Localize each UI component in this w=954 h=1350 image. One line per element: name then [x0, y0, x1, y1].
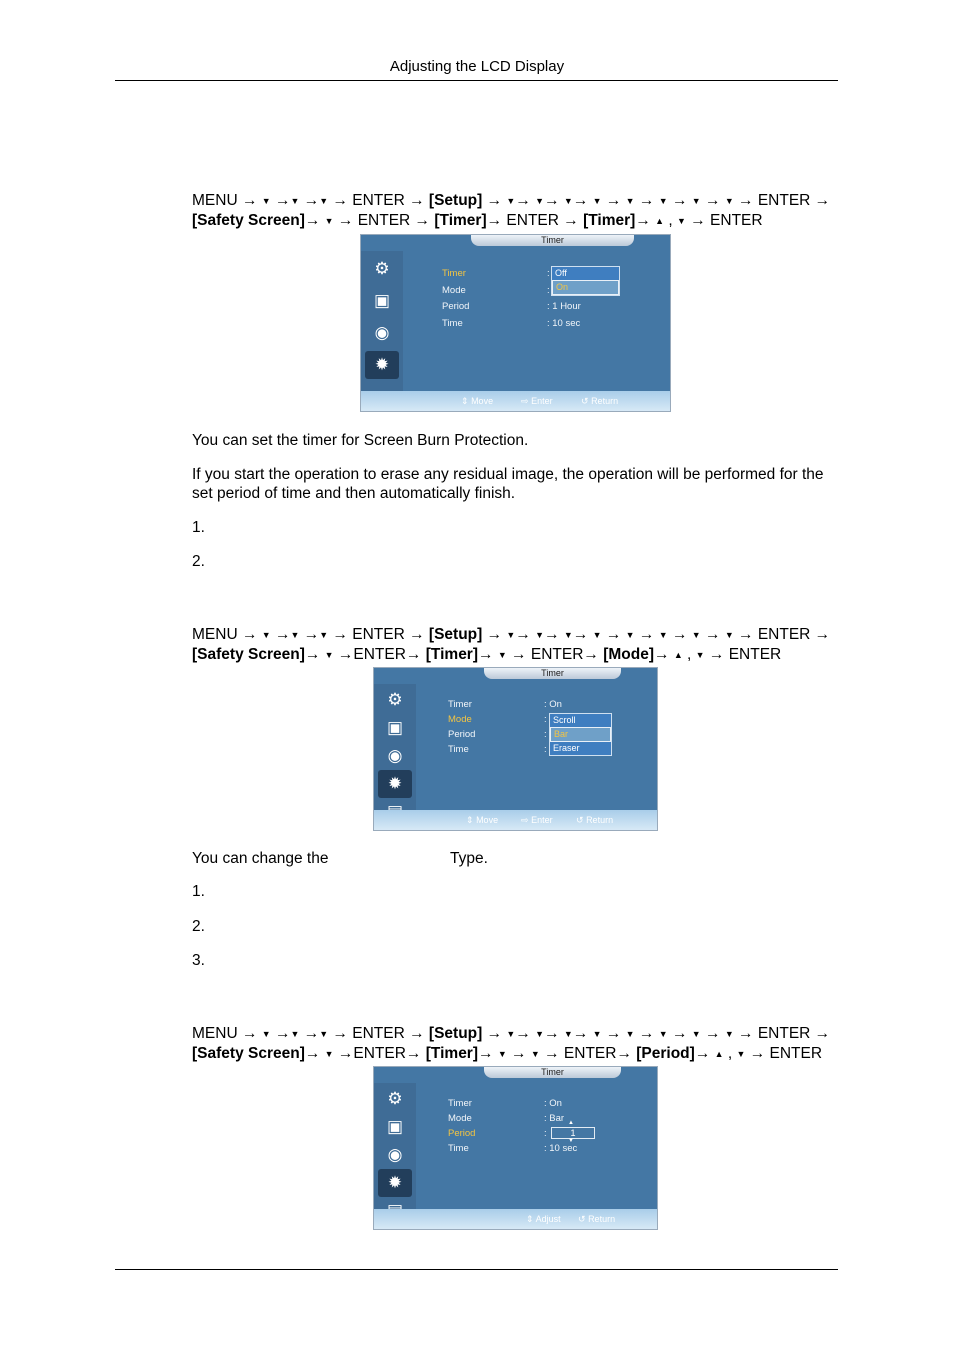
menu-path-text: → ENTER	[685, 212, 763, 229]
osd-titlebar	[471, 235, 634, 246]
menu-path-text: → ENTER →	[733, 192, 831, 209]
menu-path-text: ,	[682, 646, 696, 663]
osd-titlebar	[484, 1067, 621, 1078]
menu-path-text: ,	[664, 212, 677, 229]
down-arrow-icon: ▼	[592, 196, 602, 206]
osd-popup-option: Scroll	[553, 715, 576, 725]
menu-path-text: → ENTER →	[333, 212, 435, 229]
osd-title: Timer	[541, 1067, 564, 1077]
down-arrow-icon: ▼	[324, 216, 334, 226]
menu-path-text: →	[270, 1025, 291, 1042]
menu-path-text: →	[270, 192, 291, 209]
menu-path-item: [Period]	[636, 1045, 695, 1062]
down-arrow-icon: ▼	[658, 630, 668, 640]
osd-row-label: Period	[442, 301, 470, 312]
down-arrow-icon: ▼	[506, 630, 516, 640]
menu-path-text: → ENTER →	[328, 192, 429, 209]
menu-path-item: [Mode]	[603, 646, 654, 663]
down-arrow-icon: ▼	[319, 196, 329, 206]
list-item-number: 3.	[192, 952, 205, 969]
menu-path-item: [Setup]	[428, 1025, 483, 1042]
menu-path-2-line-2	[192, 645, 842, 665]
osd-popup-option: Off	[555, 268, 567, 278]
menu-path-text: →	[304, 1045, 325, 1062]
osd-row-label: Mode	[448, 1113, 472, 1124]
menu-path-item: [Safety Screen]	[192, 1045, 305, 1062]
osd-hint-enter: ⇨ Enter	[521, 396, 553, 406]
menu-path-text: → ENTER	[704, 646, 782, 663]
list-item-number: 1.	[192, 883, 205, 900]
down-arrow-icon: ▼	[695, 650, 705, 660]
menu-path-text: →	[299, 1025, 320, 1042]
osd-bottombar	[374, 810, 657, 830]
menu-path-text: → ENTER →	[733, 1025, 831, 1042]
header-rule	[115, 80, 838, 81]
mode-description-prefix: You can change the	[192, 850, 329, 867]
menu-path-text: MENU →	[192, 192, 262, 209]
setup-icon: ⚙	[387, 1089, 403, 1108]
down-arrow-icon: ▼	[290, 1029, 300, 1039]
enter-icon: ⇨	[521, 815, 529, 825]
osd-popup-list	[551, 266, 620, 296]
menu-path-text: → ENTER	[745, 1045, 823, 1062]
menu-path-text: →	[700, 1025, 725, 1042]
down-arrow-icon: ▼	[724, 1029, 734, 1039]
menu-path-text: →	[544, 192, 564, 209]
down-arrow-icon: ▼	[677, 216, 686, 226]
down-arrow-icon: ▼	[592, 630, 602, 640]
down-arrow-icon: ▼	[290, 196, 300, 206]
down-arrow-icon: ▼	[290, 630, 300, 640]
down-arrow-icon: ▼	[261, 630, 271, 640]
gear-icon: ✹	[378, 1169, 412, 1197]
gear-icon: ✹	[378, 770, 412, 798]
menu-path-text: →	[299, 626, 320, 643]
move-icon: ⇕	[461, 396, 469, 406]
picture-icon: ▣	[386, 1117, 404, 1136]
osd-row-value: : 1 Hour	[547, 301, 581, 312]
menu-path-item: [Setup]	[428, 192, 483, 209]
down-arrow-icon: ▼	[535, 1029, 545, 1039]
osd-sidebar	[374, 684, 416, 810]
menu-path-text: →	[601, 626, 626, 643]
menu-path-3-line-2	[192, 1044, 842, 1064]
osd-titlebar	[484, 668, 621, 679]
list-item-number: 1.	[192, 519, 205, 536]
osd-sidebar	[361, 251, 403, 391]
osd-row-label: Time	[442, 318, 463, 329]
osd-row-value: :	[544, 744, 547, 755]
osd-hint-move: ⇕ Move	[461, 396, 494, 406]
down-arrow-icon: ▼	[261, 1029, 271, 1039]
osd-bottombar	[361, 391, 670, 411]
menu-path-item: [Timer]	[434, 212, 487, 229]
osd-row-label: Time	[448, 1143, 469, 1154]
down-arrow-icon: ▼	[625, 196, 635, 206]
menu-path-text: →	[635, 212, 656, 229]
down-arrow-icon: ▼	[563, 630, 573, 640]
osd-row-value: : Bar	[544, 1113, 565, 1124]
down-arrow-icon: ▼	[724, 630, 734, 640]
down-arrow-icon: ▼	[625, 630, 635, 640]
down-arrow-icon: ▼	[261, 196, 271, 206]
osd-row-value: :	[547, 268, 550, 279]
menu-path-text: →	[506, 1045, 531, 1062]
menu-path-text: →	[482, 1025, 507, 1042]
osd-hint-return: ↺ Return	[578, 1214, 616, 1224]
down-arrow-icon: ▼	[691, 196, 701, 206]
menu-path-text: → ENTER →	[486, 212, 584, 229]
list-item-number: 2.	[192, 918, 205, 935]
menu-path-text: → ENTER →	[328, 1025, 429, 1042]
menu-path-text: →	[544, 626, 564, 643]
up-arrow-icon: ▲	[714, 1049, 724, 1059]
menu-path-text: →	[634, 1025, 659, 1042]
down-arrow-icon: ▼	[658, 1029, 668, 1039]
osd-sidebar	[374, 1083, 416, 1209]
osd-row-label: Timer	[442, 268, 466, 279]
down-arrow-icon: ▼	[319, 630, 329, 640]
osd-hint-enter: ⇨ Enter	[521, 815, 553, 825]
menu-path-text: →	[634, 626, 659, 643]
down-arrow-icon: ▼	[497, 650, 507, 660]
osd-row-label: Mode	[442, 285, 466, 296]
menu-path-text: →	[700, 192, 725, 209]
osd-title: Timer	[541, 668, 564, 678]
sound-icon: ◉	[374, 323, 390, 342]
menu-path-text: → ENTER →	[733, 626, 831, 643]
osd-hint-return: ↺ Return	[576, 815, 614, 825]
down-arrow-icon: ▼	[625, 1029, 635, 1039]
menu-path-text: →	[478, 646, 498, 663]
osd-popup-list	[549, 713, 612, 756]
menu-path-3-line-1	[192, 1024, 842, 1044]
return-icon: ↺	[578, 1214, 586, 1224]
menu-path-1-line-1	[192, 191, 842, 211]
down-arrow-icon: ▼	[497, 1049, 507, 1059]
sound-icon: ◉	[387, 1145, 403, 1164]
osd-popup-option: Eraser	[553, 743, 580, 753]
menu-path-text: →	[667, 626, 692, 643]
page-header-title: Adjusting the LCD Display	[389, 58, 565, 75]
osd-popup-option-selected: Bar	[550, 727, 611, 742]
down-arrow-icon: ▼	[506, 196, 516, 206]
menu-path-text: ,	[723, 1045, 737, 1062]
osd-popup-option-selected: On	[552, 280, 619, 295]
up-arrow-icon: ▲	[655, 216, 665, 226]
menu-path-text: →	[700, 626, 725, 643]
osd-title: Timer	[541, 235, 564, 245]
down-arrow-icon: ▼	[691, 1029, 701, 1039]
osd-timer-screenshot	[360, 234, 671, 412]
menu-path-text: →	[601, 192, 626, 209]
return-icon: ↺	[581, 396, 589, 406]
move-icon: ⇕	[466, 815, 474, 825]
timer-operation-description: If you start the operation to erase any residual image, the operation will be performed for the set period of time and then automatically finish.	[192, 466, 824, 502]
menu-path-text: →	[634, 192, 659, 209]
move-icon: ⇕	[526, 1214, 534, 1224]
down-arrow-icon: ▼	[563, 1029, 573, 1039]
osd-hint-adjust: ⇕ Adjust	[526, 1214, 561, 1224]
menu-path-text: →	[482, 192, 507, 209]
menu-path-text: →ENTER→	[333, 646, 426, 663]
menu-path-item: [Timer]	[425, 1045, 479, 1062]
osd-period-screenshot	[373, 1066, 658, 1230]
menu-path-1-line-2	[192, 211, 842, 231]
menu-path-text: → ENTER→	[539, 1045, 637, 1062]
down-arrow-icon: ▼	[736, 1049, 746, 1059]
menu-path-text: → ENTER→	[506, 646, 604, 663]
osd-row-value: :	[544, 1128, 547, 1139]
setup-icon: ⚙	[374, 259, 390, 278]
menu-path-item: [Timer]	[583, 212, 636, 229]
osd-row-label: Time	[448, 744, 469, 755]
menu-path-2-line-1	[192, 625, 842, 645]
menu-path-text: →	[667, 1025, 692, 1042]
osd-row-label: Period	[448, 729, 476, 740]
down-arrow-icon: ▼	[724, 196, 734, 206]
down-arrow-icon: ▼	[658, 196, 668, 206]
menu-path-text: →	[515, 192, 536, 209]
menu-path-text: →	[544, 1025, 564, 1042]
menu-path-text: →	[515, 626, 536, 643]
down-arrow-icon: ▼	[568, 1138, 574, 1144]
setup-icon: ⚙	[387, 690, 403, 709]
picture-icon: ▣	[373, 291, 391, 310]
menu-path-text: →	[601, 1025, 626, 1042]
period-spinbox: 1	[551, 1127, 595, 1139]
osd-mode-screenshot	[373, 667, 658, 831]
osd-hint-return: ↺ Return	[581, 396, 619, 406]
list-item-number: 2.	[192, 553, 205, 570]
down-arrow-icon: ▼	[535, 196, 545, 206]
osd-row-label: Period	[448, 1128, 476, 1139]
osd-row-value: : On	[544, 699, 562, 710]
down-arrow-icon: ▼	[592, 1029, 602, 1039]
footer-rule	[115, 1269, 838, 1270]
menu-path-text: →	[515, 1025, 536, 1042]
osd-row-label: Timer	[448, 699, 472, 710]
osd-row-value: : 10 sec	[547, 318, 581, 329]
timer-description: You can set the timer for Screen Burn Protection.	[192, 432, 529, 449]
down-arrow-icon: ▼	[691, 630, 701, 640]
menu-path-text: →	[270, 626, 291, 643]
menu-path-item: [Safety Screen]	[192, 646, 305, 663]
osd-hint-move: ⇕ Move	[466, 815, 499, 825]
menu-path-item: [Safety Screen]	[192, 212, 305, 229]
enter-icon: ⇨	[521, 396, 529, 406]
menu-path-text: →ENTER→	[333, 1045, 426, 1062]
menu-path-text: →	[654, 646, 674, 663]
menu-path-text: →	[572, 1025, 593, 1042]
menu-path-text: →	[694, 1045, 715, 1062]
osd-row-label: Timer	[448, 1098, 472, 1109]
mode-description-suffix: Type.	[450, 850, 488, 867]
osd-row-label: Mode	[448, 714, 472, 725]
menu-path-item: [Timer]	[425, 646, 479, 663]
up-arrow-icon: ▲	[673, 650, 683, 660]
down-arrow-icon: ▼	[563, 196, 573, 206]
down-arrow-icon: ▼	[324, 1049, 334, 1059]
osd-row-value: :	[544, 714, 547, 725]
down-arrow-icon: ▼	[535, 630, 545, 640]
down-arrow-icon: ▼	[319, 1029, 329, 1039]
sound-icon: ◉	[387, 746, 403, 765]
menu-path-text: →	[572, 626, 593, 643]
menu-path-text: →	[304, 212, 325, 229]
osd-row-value: :	[544, 729, 547, 740]
menu-path-text: → ENTER →	[328, 626, 429, 643]
osd-row-value: :	[547, 285, 550, 296]
menu-path-text: →	[299, 192, 320, 209]
menu-path-text: →	[478, 1045, 498, 1062]
up-arrow-icon: ▲	[568, 1120, 574, 1126]
menu-path-text: →	[304, 646, 325, 663]
menu-path-text: →	[667, 192, 692, 209]
osd-row-value: : On	[544, 1098, 562, 1109]
menu-path-text: →	[482, 626, 507, 643]
picture-icon: ▣	[386, 718, 404, 737]
down-arrow-icon: ▼	[506, 1029, 516, 1039]
menu-path-text: →	[572, 192, 593, 209]
gear-icon: ✹	[365, 351, 399, 379]
down-arrow-icon: ▼	[324, 650, 334, 660]
menu-path-item: [Setup]	[428, 626, 483, 643]
menu-path-text: MENU →	[192, 626, 262, 643]
menu-path-text: MENU →	[192, 1025, 262, 1042]
osd-row-value: : 10 sec	[544, 1143, 578, 1154]
return-icon: ↺	[576, 815, 584, 825]
down-arrow-icon: ▼	[530, 1049, 540, 1059]
